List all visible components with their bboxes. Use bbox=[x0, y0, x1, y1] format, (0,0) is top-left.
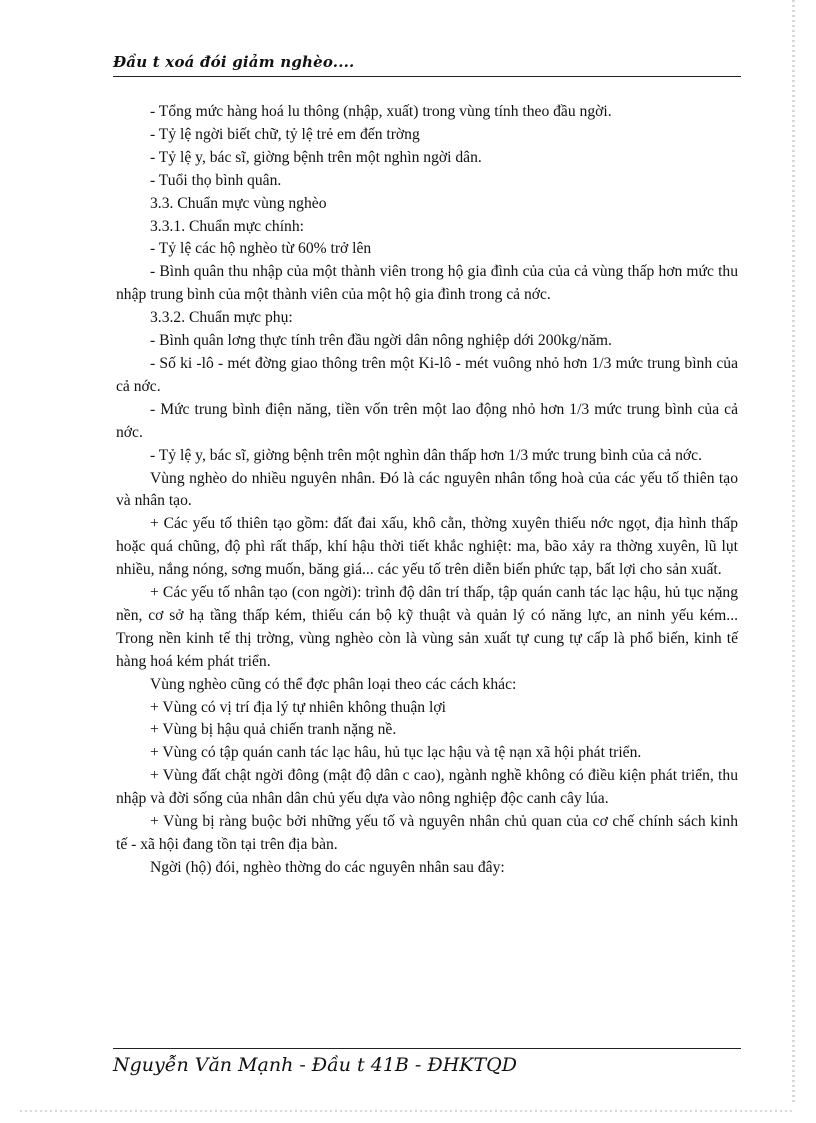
paragraph: + Vùng bị ràng buộc bởi những yếu tố và nguyên nhân chủ quan của cơ chế chính sách kinh tế - xã hội đang tồn tại trên địa bàn. bbox=[116, 813, 738, 853]
subsection-heading: 3.3.2. Chuẩn mực phụ: bbox=[150, 309, 293, 327]
paragraph: + Các yếu tố thiên tạo gồm: đất đai xấu, khô cằn, thờng xuyên thiếu nớc ngọt, địa hình thấp hoặc quá chũng, độ phì rất thấp, khí hậu thời tiết khắc nghiệt: ma, bão xảy ra thờng xuyên, lũ lụt nhiều, nắng nóng, sơng muốn, băng giá... các yếu tố trên diễn biến phức tạp, bất lợi cho sản xuất. bbox=[116, 515, 738, 579]
paragraph: + Vùng đất chật ngời đông (mật độ dân c cao), ngành nghề không có điều kiện phát triển, thu nhập và đời sống của nhân dân chủ yếu dựa vào nông nghiệp độc canh cây lúa. bbox=[116, 767, 738, 808]
paragraph: - Tỷ lệ ngời biết chữ, tỷ lệ trẻ em đến trờng bbox=[150, 125, 420, 143]
page-shadow-bottom bbox=[20, 1110, 795, 1112]
paragraph: Vùng nghèo cũng có thể đợc phân loại theo các cách khác: bbox=[150, 675, 517, 693]
paragraph: + Vùng bị hậu quả chiến tranh nặng nề. bbox=[150, 721, 397, 739]
paragraph: - Tỷ lệ các hộ nghèo từ 60% trở lên bbox=[150, 240, 372, 258]
section-heading: 3.3. Chuẩn mực vùng nghèo bbox=[150, 194, 327, 212]
paragraph: - Tổng mức hàng hoá lu thông (nhập, xuất) trong vùng tính theo đầu ngời. bbox=[150, 103, 612, 120]
page-footer: Nguyễn Văn Mạnh - Đầu t 41B - ĐHKTQD bbox=[113, 1054, 517, 1076]
paragraph: - Số ki -lô - mét đờng giao thông trên một Ki-lô - mét vuông nhỏ hơn 1/3 mức trung bình của cả nớc. bbox=[116, 354, 738, 395]
paragraph: - Tỷ lệ y, bác sĩ, giờng bệnh trên một nghìn dân thấp hơn 1/3 mức trung bình của cả nớc. bbox=[150, 446, 702, 464]
paragraph: - Bình quân thu nhập của một thành viên trong hộ gia đình của của cả vùng thấp hơn mức thu nhập trung bình của một thành viên của một hộ gia đình trong cả nớc. bbox=[116, 263, 738, 304]
paragraph: - Tỷ lệ y, bác sĩ, giờng bệnh trên một nghìn ngời dân. bbox=[150, 148, 482, 166]
paragraph: Vùng nghèo do nhiều nguyên nhân. Đó là các nguyên nhân tổng hoà của các yếu tố thiên tạo và nhân tạo. bbox=[116, 469, 738, 510]
document-body bbox=[116, 101, 738, 880]
footer-rule bbox=[113, 1048, 741, 1049]
paragraph: - Tuổi thọ bình quân. bbox=[150, 171, 282, 189]
paragraph: - Bình quân lơng thực tính trên đầu ngời dân nông nghiệp dới 200kg/năm. bbox=[150, 332, 612, 350]
paragraph: + Vùng có tập quán canh tác lạc hâu, hủ tục lạc hậu và tệ nạn xã hội phát triển. bbox=[150, 744, 642, 762]
paragraph: Ngời (hộ) đói, nghèo thờng do các nguyên nhân sau đây: bbox=[150, 858, 505, 876]
page-header: Đầu t xoá đói giảm nghèo.... bbox=[113, 52, 741, 77]
paragraph: - Mức trung bình điện năng, tiền vốn trên một lao động nhỏ hơn 1/3 mức trung bình của cả nớc. bbox=[116, 400, 738, 441]
paragraph: + Vùng có vị trí địa lý tự nhiên không thuận lợi bbox=[150, 698, 446, 716]
subsection-heading: 3.3.1. Chuẩn mực chính: bbox=[150, 217, 304, 235]
page-shadow-right bbox=[792, 0, 795, 1105]
paragraph: + Các yếu tố nhân tạo (con ngời): trình độ dân trí thấp, tập quán canh tác lạc hậu, hủ tục nặng nền, cơ sở hạ tầng thấp kém, thiếu cán bộ kỹ thuật và quản lý có năng lực, an ninh yếu kém... Trong nền kinh tế thị trờng, vùng nghèo còn là vùng sản xuất tự cung tự cấp là phổ biến, kinh tế hàng hoá kém phát triển. bbox=[116, 584, 738, 670]
